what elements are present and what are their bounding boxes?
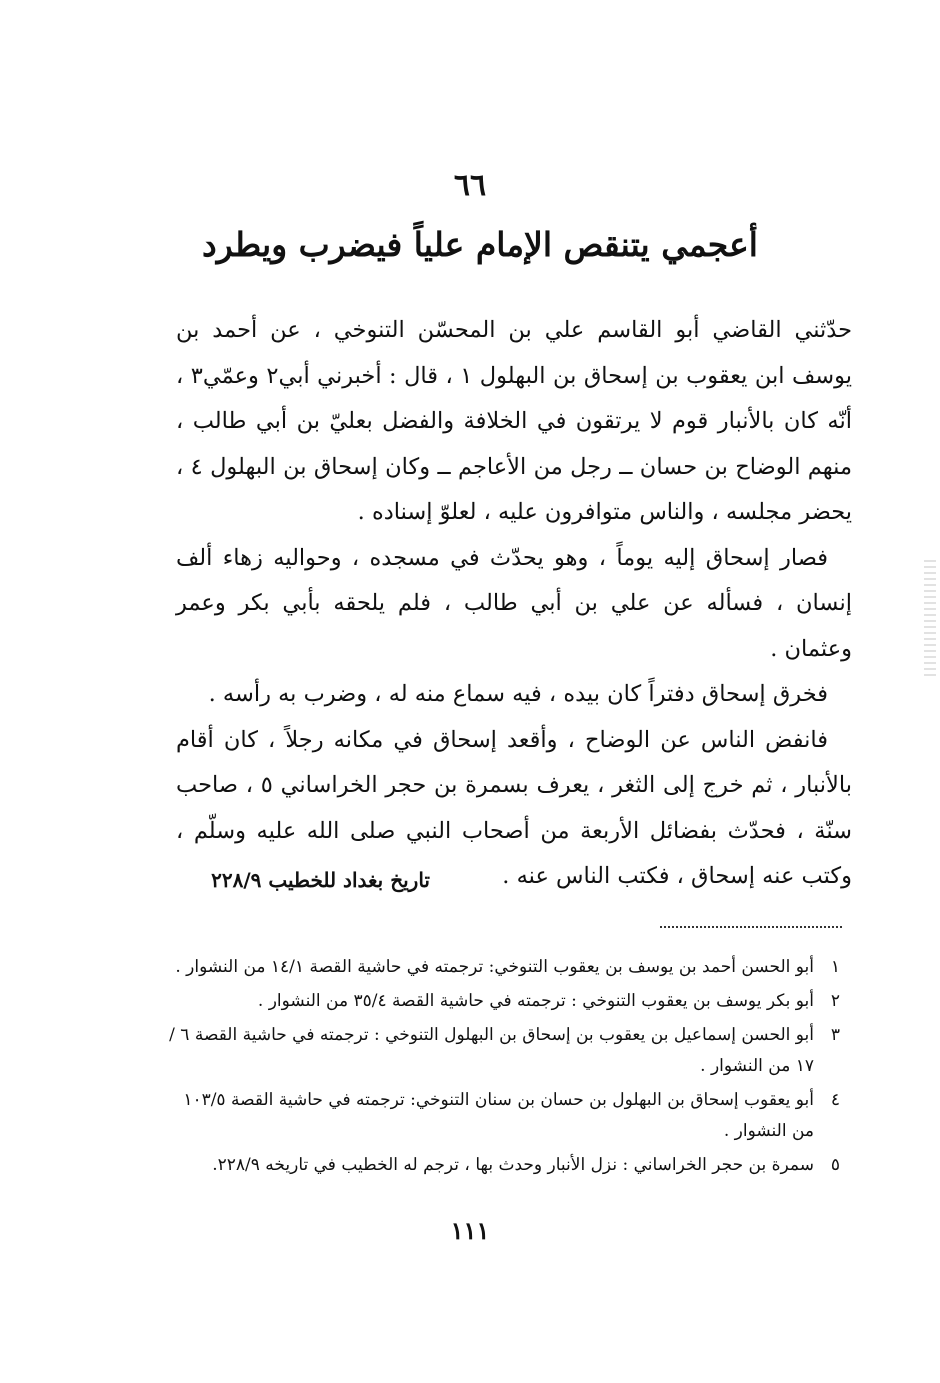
story-title: أعجمي يتنقص الإمام علياً فيضرب ويطرد [202, 225, 758, 264]
paragraph-4: فانفض الناس عن الوضاح ، وأقعد إسحاق في مكانه رجلاً ، كان أقام بالأنبار ، ثم خرج إلى الثغر ، يعرف بسمرة بن حجر الخراساني ٥ ، صاحب سنّة ، فحدّث بفضائل الأربعة من أصحاب النبي صلى الله عليه وسلّم ، وكتب عنه إسحاق ، فكتب الناس عنه . [176, 726, 852, 889]
footnote-5 [168, 1150, 840, 1181]
paragraph-3: فخرق إسحاق دفتراً كان بيده ، فيه سماع منه له ، وضرب به رأسه . [208, 681, 828, 707]
paragraph-2: فصار إسحاق إليه يوماً ، وهو يحدّث في مسجده ، وحواليه زهاء ألف إنسان ، فسأله عن علي بن أبي طالب ، فلم يلحقه بأبي بكر وعمر وعثمان . [176, 544, 852, 662]
page-number: ١١١ [450, 1216, 490, 1245]
footnote-4 [168, 1085, 840, 1147]
footnote-number: ٥ [830, 1155, 840, 1175]
story-number: ٦٦ [453, 168, 487, 203]
footnotes [168, 952, 840, 1184]
footnote-3 [168, 1020, 840, 1082]
footnote-text: أبو بكر يوسف بن يعقوب التنوخي : ترجمته في حاشية القصة ٣٥/٤ من النشوار . [257, 991, 814, 1011]
paragraph-1: حدّثني القاضي أبو القاسم علي بن المحسّن التنوخي ، عن أحمد بن يوسف ابن يعقوب بن إسحاق بن البهلول ١ ، قال : أخبرني أبي٢ وعمّي٣ ، أنّه كان بالأنبار قوم لا يرتقون في الخلافة والفضل بعليّ بن أبي طالب ، منهم الوضاح بن حسان ــ رجل من الأعاجم ــ وكان إسحاق بن البهلول ٤ ، يحضر مجلسه ، والناس متوافرون عليه ، لعلوّ إسناده . [176, 317, 852, 525]
footnote-divider [660, 926, 842, 928]
footnote-number: ٤ [830, 1090, 840, 1110]
scan-edge-mark [924, 560, 936, 680]
footnote-text: أبو الحسن أحمد بن يوسف بن يعقوب التنوخي: ترجمته في حاشية القصة ١٤/١ من النشوار . [175, 957, 814, 977]
footnote-text: أبو الحسن إسماعيل بن يعقوب بن إسحاق بن البهلول التنوخي : ترجمته في حاشية القصة ٦ / ١٧ من النشوار . [169, 1025, 814, 1076]
footnote-number: ١ [830, 957, 840, 977]
footnote-number: ٣ [830, 1025, 840, 1045]
footnote-number: ٢ [830, 991, 840, 1011]
source-citation: تاريخ بغداد للخطيب ٢٢٨/٩ [211, 868, 430, 892]
story-body [176, 308, 852, 900]
footnote-text: أبو يعقوب إسحاق بن البهلول بن حسان بن سنان التنوخي: ترجمته في حاشية القصة ١٠٣/٥ من النشوار . [183, 1090, 814, 1141]
footnote-2 [168, 986, 840, 1017]
footnote-text: سمرة بن حجر الخراساني : نزل الأنبار وحدث بها ، ترجم له الخطيب في تاريخه ٢٢٨/٩. [212, 1155, 814, 1175]
footnote-1 [168, 952, 840, 983]
